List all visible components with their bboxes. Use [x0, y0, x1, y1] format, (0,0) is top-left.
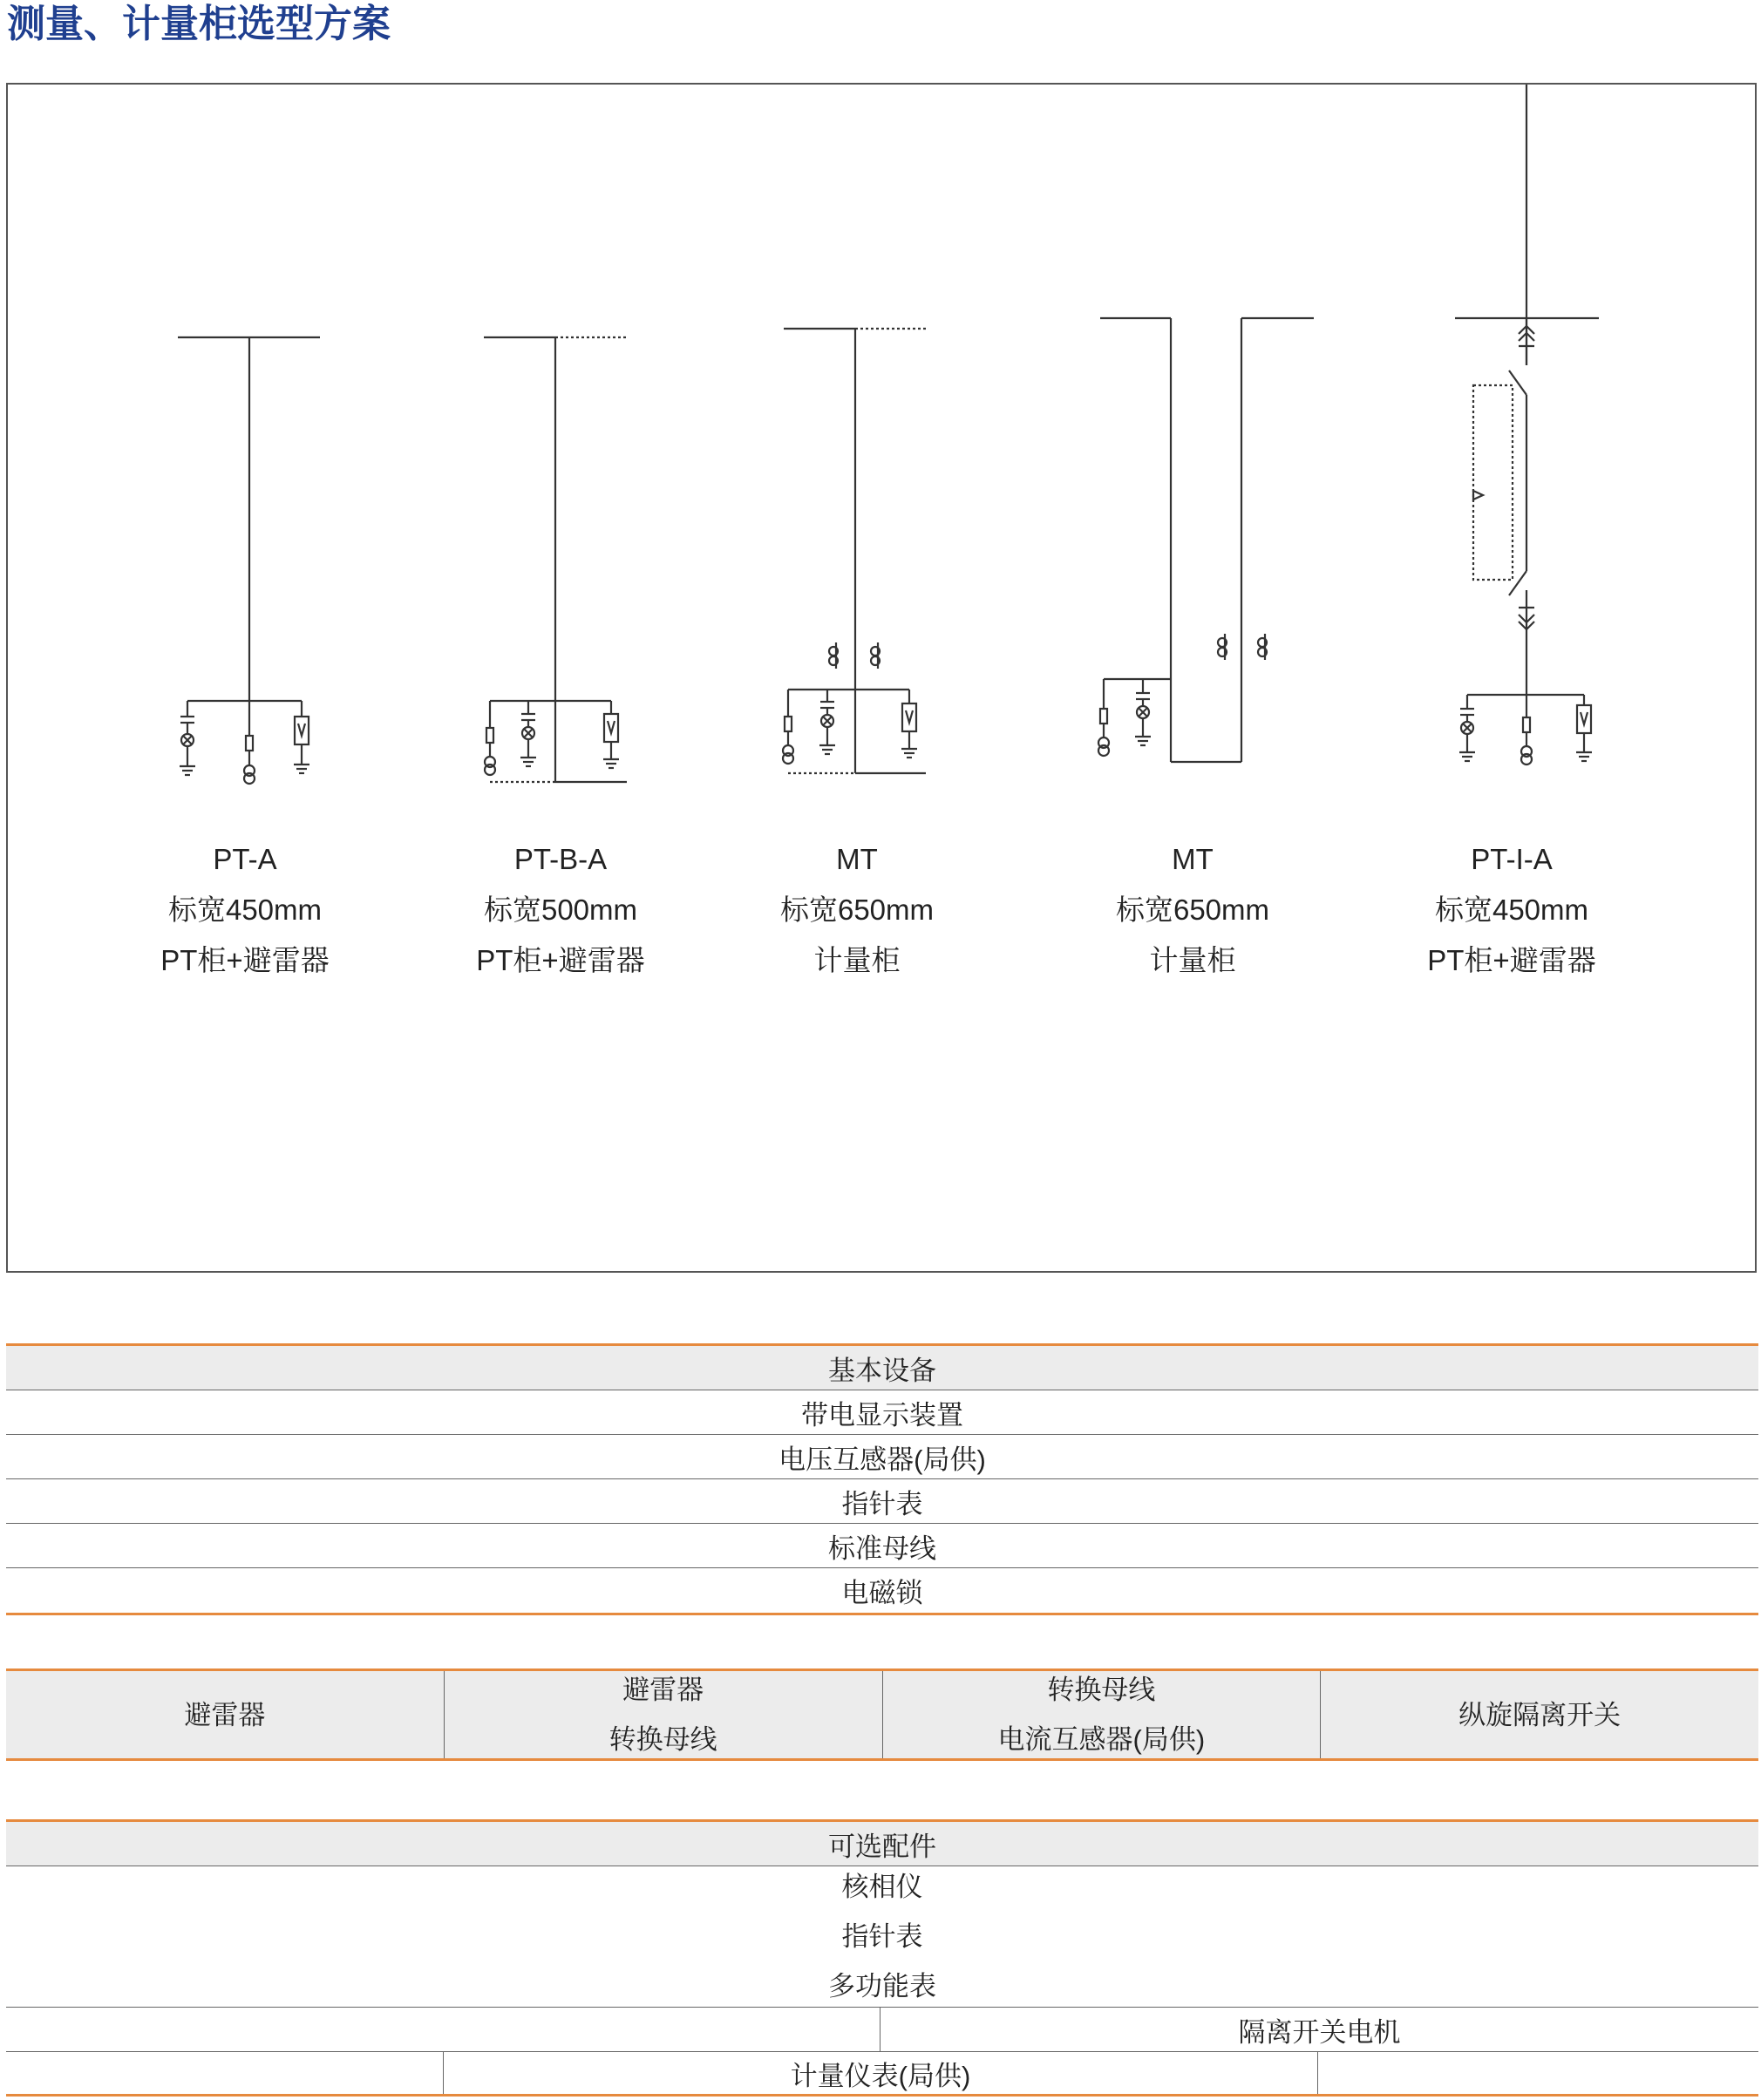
- optional-meter-row: [6, 2052, 1758, 2097]
- basic-item: 指针表: [6, 1479, 1758, 1524]
- optional-item: 核相仪: [841, 1872, 923, 1902]
- scheme-desc: 计量柜: [813, 944, 901, 976]
- scheme-width: 标宽450mm: [1434, 894, 1589, 926]
- basic-item: 带电显示装置: [6, 1390, 1758, 1435]
- config-item: 电流互感器(局供): [997, 1724, 1206, 1755]
- optional-header: 可选配件: [6, 1822, 1758, 1866]
- basic-item: 电磁锁: [841, 1578, 923, 1608]
- scheme-label-mt-1: [700, 834, 1014, 986]
- scheme-code: MT: [836, 843, 878, 875]
- scheme-label-pt-i-a: [1355, 834, 1669, 986]
- scheme-width: 标宽500mm: [483, 894, 638, 926]
- scheme-code: MT: [1172, 843, 1214, 875]
- optional-meter: 计量仪表(局供): [444, 2052, 1318, 2094]
- config-cell: [1321, 1671, 1758, 1758]
- scheme-config-table: [6, 1668, 1758, 1761]
- optional-motor: 隔离开关电机: [1238, 2016, 1401, 2048]
- optional-item: 多功能表: [828, 1971, 936, 2001]
- scheme-label-mt-2: [1036, 834, 1350, 986]
- config-item: 转换母线: [609, 1724, 717, 1755]
- config-cell: [6, 1671, 445, 1758]
- single-line-diagram-panel: [6, 83, 1757, 1273]
- scheme-width: 标宽650mm: [779, 894, 935, 926]
- config-cell: [883, 1671, 1322, 1758]
- basic-equipment-header: 基本设备: [6, 1346, 1758, 1390]
- scheme-mt-2-diagram: [1098, 318, 1314, 762]
- empty-cell: [6, 2052, 444, 2094]
- scheme-width: 标宽650mm: [1115, 894, 1270, 926]
- scheme-desc: PT柜+避雷器: [160, 944, 330, 976]
- basic-equipment-table: [6, 1343, 1758, 1615]
- scheme-desc: PT柜+避雷器: [1427, 944, 1596, 976]
- scheme-label-pt-b-a: [404, 834, 717, 986]
- empty-cell: [6, 2008, 880, 2051]
- scheme-pt-b-a-diagram: [484, 337, 627, 782]
- scheme-width: 标宽450mm: [167, 894, 323, 926]
- scheme-code: PT-B-A: [513, 843, 608, 875]
- scheme-pt-i-a-diagram: [1455, 85, 1599, 765]
- page-title: 测量、计量柜选型方案: [7, 3, 391, 45]
- empty-cell: [1318, 2052, 1758, 2094]
- optional-motor-row: [6, 2008, 1758, 2052]
- scheme-desc: 计量柜: [1149, 944, 1236, 976]
- optional-accessories-table: [6, 1819, 1758, 2097]
- scheme-code: PT-I-A: [1471, 843, 1553, 875]
- config-item: 避雷器: [184, 1699, 266, 1730]
- config-item: 避雷器: [622, 1675, 704, 1705]
- config-cell: [445, 1671, 883, 1758]
- basic-item: 电压互感器(局供): [6, 1435, 1758, 1479]
- scheme-label-pt-a: [88, 834, 402, 986]
- optional-common-items: [6, 1866, 1758, 2008]
- scheme-code: PT-A: [213, 843, 277, 875]
- config-item: 纵旋隔离开关: [1458, 1699, 1622, 1730]
- config-item: 转换母线: [1047, 1675, 1156, 1705]
- single-line-diagrams: [8, 85, 1755, 1271]
- scheme-mt-1-diagram: [783, 329, 926, 773]
- basic-item: 标准母线: [6, 1524, 1758, 1568]
- scheme-desc: PT柜+避雷器: [476, 944, 645, 976]
- scheme-pt-a-diagram: [178, 337, 320, 784]
- optional-item: 指针表: [841, 1921, 923, 1952]
